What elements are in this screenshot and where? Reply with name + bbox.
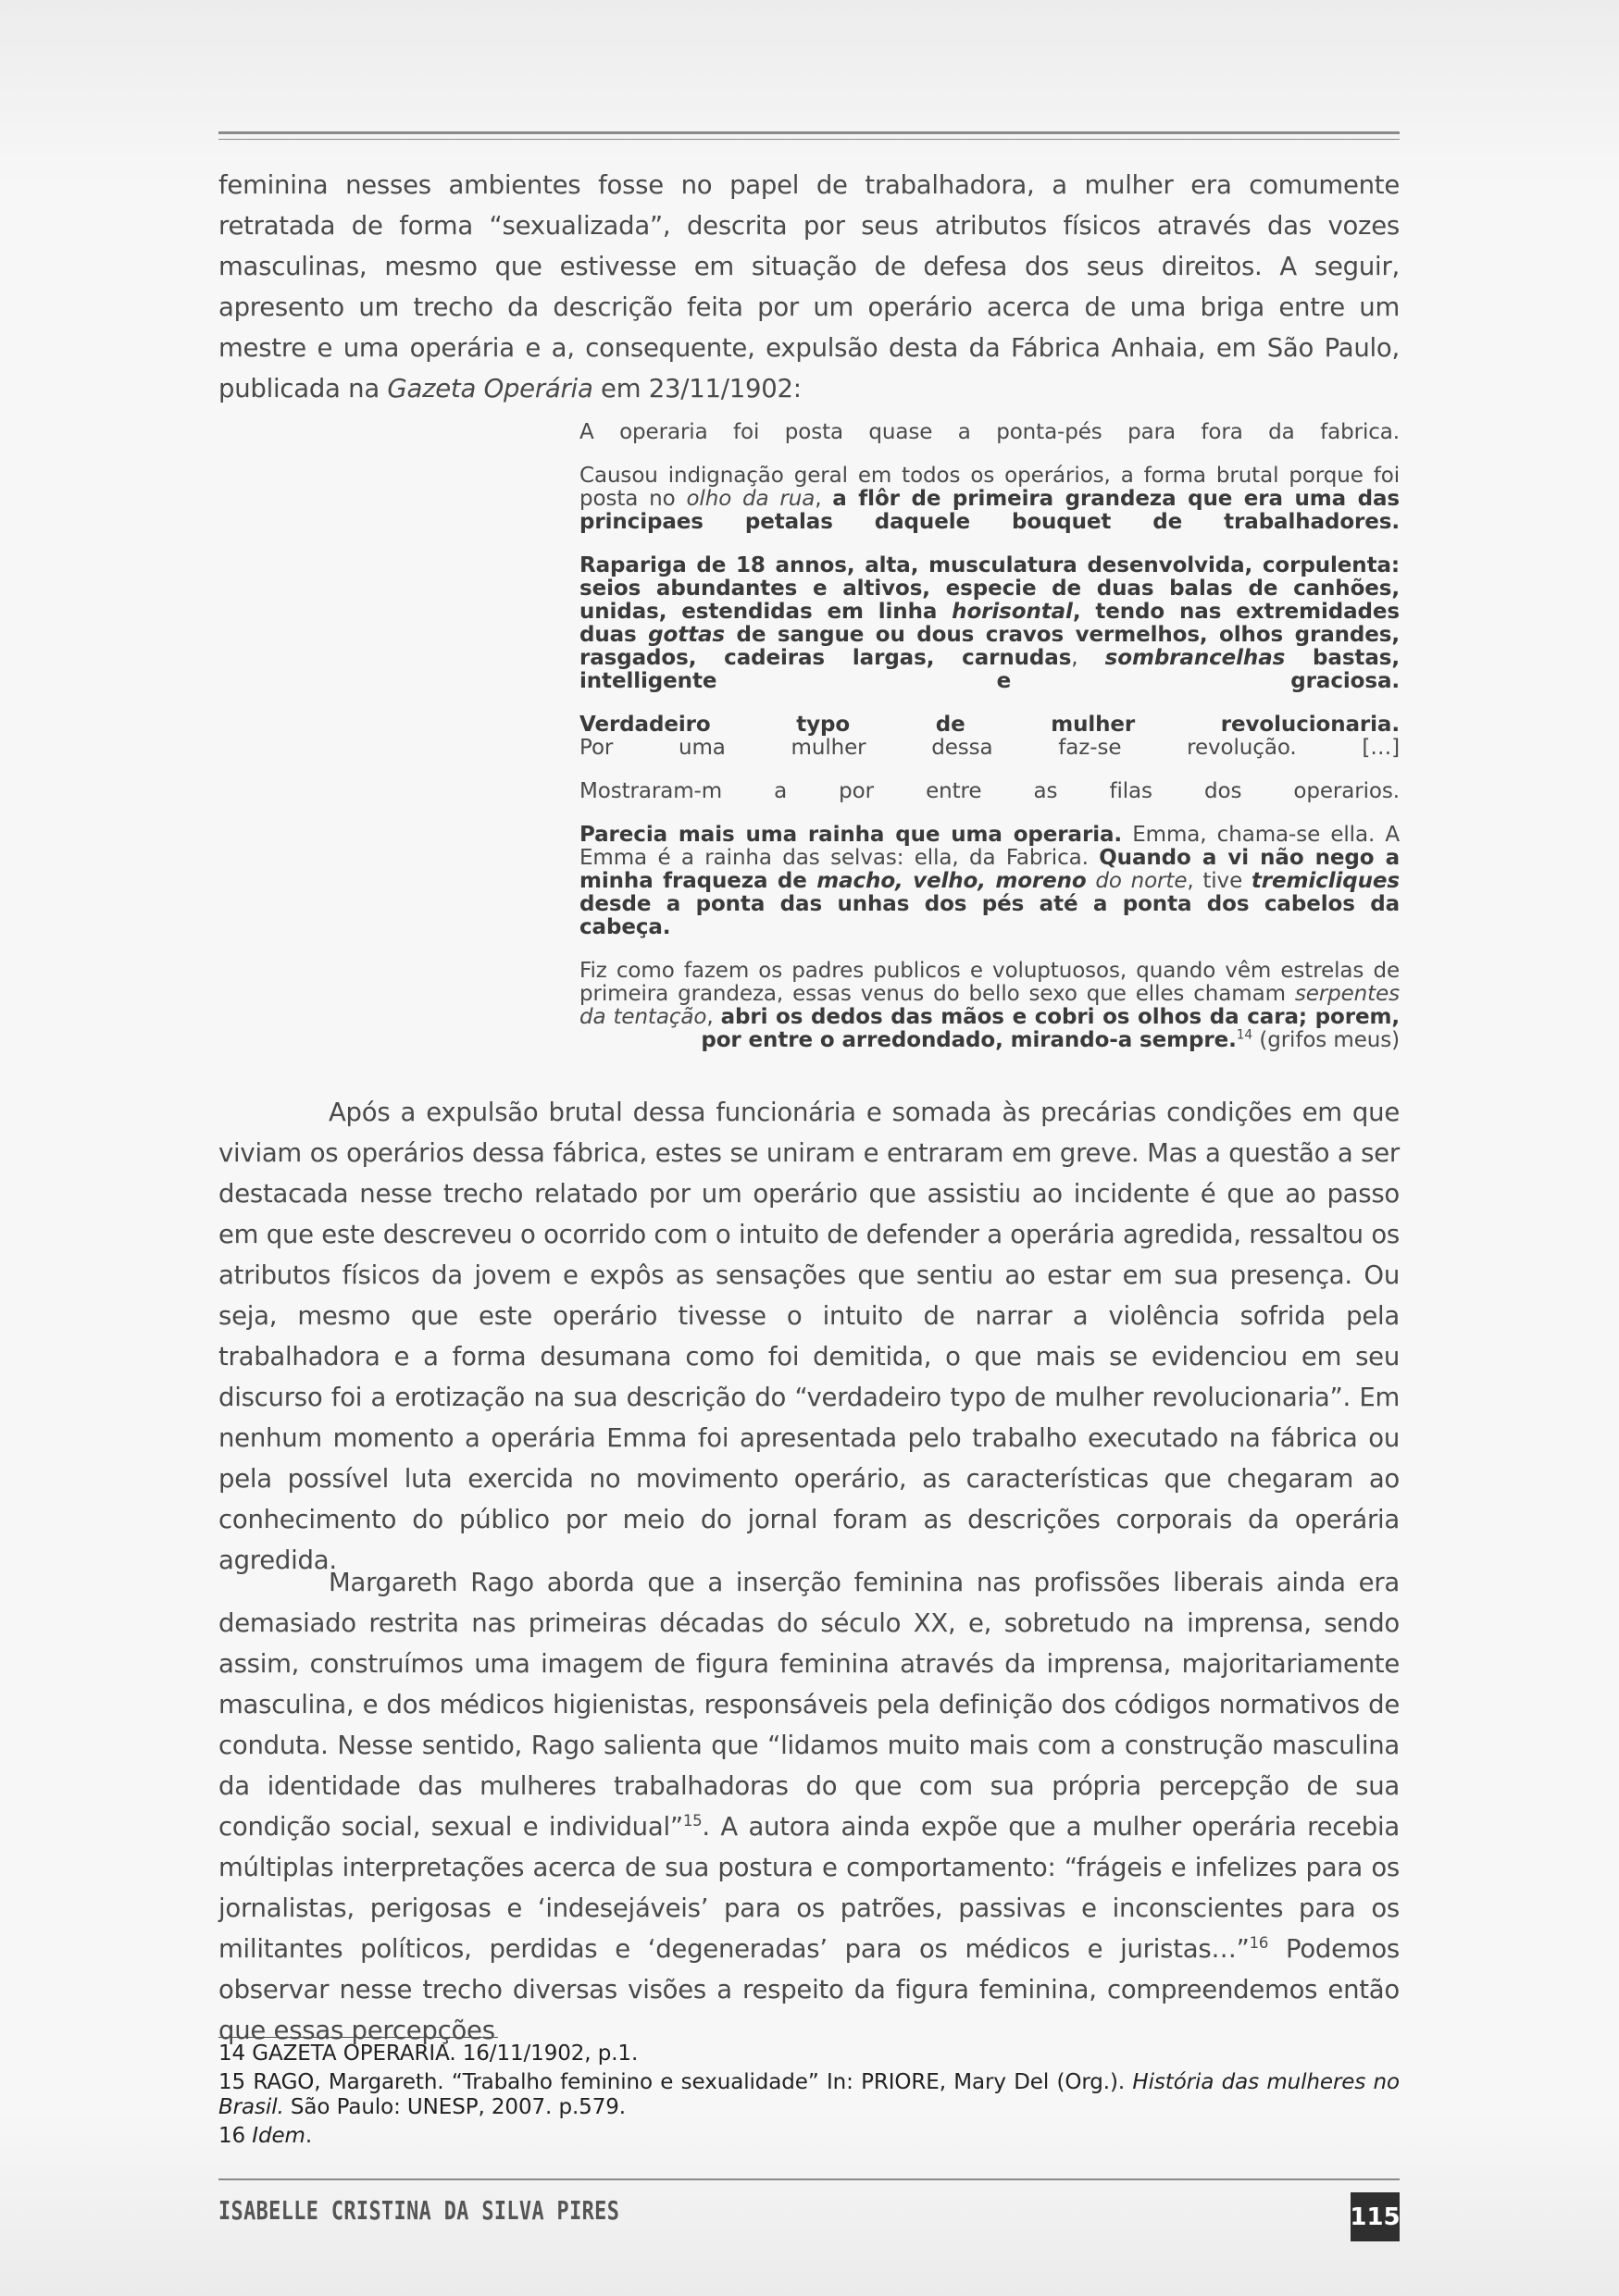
quote-paragraph: Verdadeiro typo de mulher revolucionaria.	[579, 713, 1400, 737]
header-rule-thin	[218, 139, 1400, 140]
quote-paragraph: Fiz como fazem os padres publicos e voluptuosos, quando vêm estrelas de primeira grandeza, essas venus do bello sexo que elles chamam serpentes da tentação, abri os dedos das mãos e cobri os olhos da cara; porem, por entre o arredondado, mirando-a sempre.$^{14}$ (grifos meus)	[579, 959, 1400, 1052]
footnote-14: 14 GAZETA OPERARIA. 16/11/1902, p.1.	[218, 2042, 639, 2066]
footnotes	[218, 2042, 1400, 2153]
quote-paragraph: Causou indignação geral em todos os operários, a forma brutal porque foi posta no olho da rua, a flôr de primeira grandeza que era uma das principaes petalas daquele bouquet de trabalhadores.	[579, 464, 1400, 534]
footnote-ref: 14	[1236, 1027, 1253, 1043]
footer-rule	[218, 2178, 1400, 2180]
quote-paragraph: Por uma mulher dessa faz-se revolução. […]	[579, 736, 1400, 760]
block-quote	[579, 421, 1400, 1052]
quote-paragraph: Parecia mais uma rainha que uma operaria. Emma, chama-se ella. A Emma é a rainha das selvas: ella, da Fabrica. Quando a vi não nego a minha fraqueza de macho, velho, moreno do norte, tive tremicliques desde a ponta das unhas dos pés até a ponta dos cabelos da cabeça.	[579, 823, 1400, 939]
paragraph-body: Após a expulsão brutal dessa funcionária e somada às precárias condições em que viviam os operários dessa fábrica, estes se uniram e entraram em greve. Mas a questão a ser destacada nesse trecho relatado por um operário que assistiu ao incidente é que ao passo em que este descreveu o ocorrido com o intuito de defender a operária agredida, ressaltou os atributos físicos da jovem e expôs as sensações que sentiu ao estar em sua presença. Ou seja, mesmo que este operário tivesse o intuito de narrar a violência sofrida pela trabalhadora e a forma desumana como foi demitida, o que mais se evidenciou em seu discurso foi a erotização na sua descrição do “verdadeiro typo de mulher revolucionaria”. Em nenhum momento a operária Emma foi apresentada pelo trabalho executado na fábrica ou pela possível luta exercida no movimento operário, as características que chegaram ao conhecimento do público por meio do jornal foram as descrições corporais da operária agredida.	[218, 1098, 1400, 1575]
footnote-15: 15 RAGO, Margareth. “Trabalho feminino e sexualidade” In: PRIORE, Mary Del (Org.). História das mulheres no Brasil. São Paulo: UNESP, 2007. p.579.	[218, 2070, 1400, 2119]
footnote-separator	[218, 2037, 498, 2038]
footer-author: ISABELLE CRISTINA DA SILVA PIRES	[218, 2195, 620, 2226]
quote-paragraph: Mostraram-m a por entre as filas dos operarios.	[579, 779, 1400, 803]
paragraph-intro: feminina nesses ambientes fosse no papel de trabalhadora, a mulher era comumente retratada de forma “sexualizada”, descrita por seus atributos físicos através das vozes masculinas, mesmo que estivesse em situação de defesa dos seus direitos. A seguir, apresento um trecho da descrição feita por um operário acerca de uma briga entre um mestre e uma operária e a, consequente, expulsão desta da Fábrica Anhaia, em São Paulo, publicada na Gazeta Operária em 23/11/1902:	[218, 170, 1400, 403]
header-rule	[218, 131, 1400, 134]
page-number-badge: 115	[1351, 2192, 1400, 2241]
paragraph-body: Margareth Rago aborda que a inserção feminina nas profissões liberais ainda era demasiado restrita nas primeiras décadas do século XX, e, sobretudo na imprensa, sendo assim, construímos uma imagem de figura feminina através da imprensa, majoritariamente masculina, e dos médicos higienistas, responsáveis pela definição dos códigos normativos de conduta. Nesse sentido, Rago salienta que “lidamos muito mais com a construção masculina da identidade das mulheres trabalhadoras do que com sua própria percepção de sua condição social, sexual e individual”$^{15}$. A autora ainda expõe que a mulher operária recebia múltiplas interpretações acerca de sua postura e comportamento: “frágeis e infelizes para os jornalistas, perigosas e ‘indesejáveis’ para os patrões, passivas e inconscientes para os militantes políticos, perdidas e ‘degeneradas’ para os médicos e juristas…”$^{16}$ Podemos observar nesse trecho diversas visões a respeito da figura feminina, compreendemos então que essas percepções	[218, 1568, 1400, 2045]
quote-paragraph: Rapariga de 18 annos, alta, musculatura desenvolvida, corpulenta: seios abundantes e altivos, especie de duas balas de canhões, unidas, estendidas em linha horisontal, tendo nas extremidades duas gottas de sangue ou dous cravos vermelhos, olhos grandes, rasgados, cadeiras largas, carnudas, sombrancelhas bastas, intelligente e graciosa.	[579, 553, 1400, 693]
footnote-ref: 16	[1249, 1933, 1269, 1952]
footnote-16: 16 Idem.	[218, 2124, 313, 2148]
quote-paragraph: A operaria foi posta quase a ponta-pés para fora da fabrica.	[579, 420, 1400, 444]
footnote-ref: 15	[682, 1811, 703, 1830]
